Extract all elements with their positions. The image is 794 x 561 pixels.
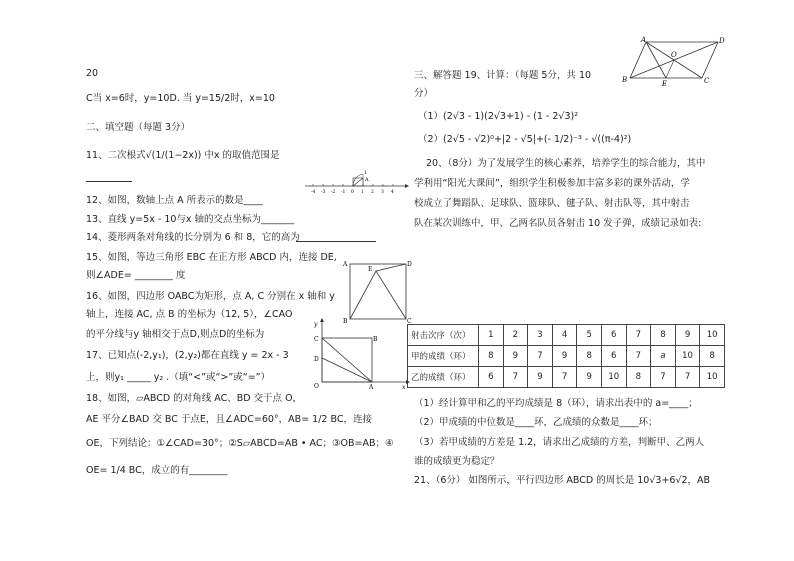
table-cell: 射击次序（次）: [408, 325, 479, 346]
table-cell: 10: [700, 367, 725, 388]
table-cell: 8: [651, 325, 676, 346]
table-cell: 4: [552, 325, 577, 346]
question-20-line3: 校成立了舞蹈队、足球队、篮球队、毽子队、射击队等，其中射击: [414, 198, 690, 209]
number-line-tick-label: 4: [391, 190, 394, 195]
calc-2: （2）(2√5 - √2)⁰+|2 - √5|+(- 1/2)⁻³ - √((π-4)²): [418, 134, 632, 145]
rect-label-y: y: [314, 321, 318, 328]
table-cell: 6: [601, 346, 626, 367]
square-label-c: C: [407, 318, 412, 325]
table-cell: 1: [479, 325, 504, 346]
table-cell: 6: [479, 367, 504, 388]
rect-label-d: D: [314, 356, 319, 363]
number-line-tick-label: 2: [371, 190, 374, 195]
question-14: 14、菱形两条对角线的长分别为 6 和 8，它的高为: [86, 232, 300, 243]
question-18-line3: OE，下列结论：①∠CAD=30°；②S▱ABCD=AB • AC；③OB=AB；④: [86, 438, 394, 449]
para-label-e: E: [662, 80, 668, 88]
number-line-tick-label: 3: [381, 190, 384, 195]
question-17-line1: 17、已知点(-2,y₁)，(2,y₂)都在直线 y = 2x - 3: [86, 350, 289, 361]
question-16-line3: 的平分线与y 轴相交于点D,则点D的坐标为: [86, 329, 265, 340]
rect-label-x: x: [402, 384, 406, 391]
table-cell: 9: [503, 346, 528, 367]
question-20-sub1: （1）经计算甲和乙的平均成绩是 8（环），请求出表中的 a=____；: [414, 398, 698, 409]
parallelogram-figure: [620, 36, 730, 88]
para-label-o: O: [671, 51, 677, 59]
calc-1: （1）(2√3 - 1)(2√3+1) - (1 - 2√3)²: [418, 111, 579, 122]
question-18-line2: AE 平分∠BAD 交 BC 于点E，且∠ADC=60°，AB= 1/2 BC，连接: [86, 414, 372, 425]
question-13: 13、直线 y=5x - 10与x 轴的交点坐标为_______: [86, 214, 295, 225]
table-cell: 7: [552, 367, 577, 388]
solve-section-title: 三、解答题 19、计算：（每题 5分，共 10: [414, 70, 592, 81]
square-label-e: E: [368, 266, 373, 273]
table-row: [408, 367, 725, 388]
rect-label-o: O: [314, 383, 319, 390]
question-18-line4: OE= 1/4 BC，成立的有________: [86, 465, 228, 476]
table-cell: 7: [626, 325, 651, 346]
table-cell: 6: [601, 325, 626, 346]
question-16-line1: 16、如图，四边形 OABC为矩形，点 A, C 分别在 x 轴和 y: [86, 291, 335, 302]
square-label-a: A: [343, 261, 348, 268]
para-label-c: C: [704, 77, 710, 85]
table-cell: 8: [479, 346, 504, 367]
table-cell: 8: [577, 346, 602, 367]
question-20-sub2: （2）甲成绩的中位数是____环，乙成绩的众数是____环；: [414, 417, 658, 428]
para-label-d: D: [719, 37, 725, 45]
table-cell: a: [651, 346, 676, 367]
table-cell: 5: [577, 325, 602, 346]
score-table: [407, 324, 725, 388]
question-15-line1: 15、如图，等边三角形 EBC 在正方形 ABCD 内，连接 DE,: [86, 252, 337, 263]
number-line-tick-label: -3: [321, 190, 326, 195]
question-20-line1: 20、（8分）为了发展学生的核心素养，培养学生的综合能力，其中: [426, 158, 706, 169]
number-line-one-label: 1: [364, 170, 368, 176]
question-11-blank: [86, 172, 132, 186]
fill-in-section-title: 二、填空题（每题 3分）: [86, 122, 191, 133]
number-line-point-a: A: [365, 177, 369, 183]
table-cell: 10: [675, 346, 700, 367]
number-line-tick-label: 1: [361, 190, 364, 195]
table-cell: 9: [675, 325, 700, 346]
table-cell: 7: [503, 367, 528, 388]
number-line-tick-label: -2: [331, 190, 336, 195]
square-triangle-figure: [342, 258, 414, 324]
solve-section-title-2: 分）: [414, 88, 434, 99]
table-row: [408, 325, 725, 346]
question-18-line1: 18、如图，▱ABCD 的对角线 AC、BD 交于点 O，: [86, 393, 303, 404]
table-cell: 10: [700, 325, 725, 346]
table-cell: 3: [528, 325, 553, 346]
square-label-d: D: [407, 261, 412, 268]
table-cell: 甲的成绩（环）: [408, 346, 479, 367]
number-line-figure: [305, 160, 410, 200]
table-cell: 7: [528, 346, 553, 367]
table-cell: 9: [577, 367, 602, 388]
question-12: 12、如图，数轴上点 A 所表示的数是____: [86, 195, 263, 206]
question-20-line2: 学利用“阳光大课间”，组织学生积极参加丰富多彩的课外活动，学: [414, 178, 690, 189]
square-label-b: B: [343, 318, 348, 325]
rect-label-a: A: [369, 384, 374, 391]
question-20-sub3b: 谁的成绩更为稳定？: [414, 456, 500, 467]
table-cell: 9: [552, 346, 577, 367]
table-cell: 乙的成绩（环）: [408, 367, 479, 388]
question-16-line2: 轴上，连接 AC, 点 B 的坐标为（12, 5），∠CAO: [86, 309, 293, 320]
table-cell: 7: [675, 367, 700, 388]
table-cell: 7: [651, 367, 676, 388]
table-cell: 2: [503, 325, 528, 346]
question-14-blank: [296, 232, 376, 246]
number-line-tick-label: -1: [341, 190, 346, 195]
rect-label-c: C: [314, 336, 319, 343]
rectangle-axes-figure: [310, 318, 410, 390]
rect-label-b: B: [373, 336, 378, 343]
para-label-a: A: [641, 36, 647, 44]
table-row: [408, 346, 725, 367]
number-line-tick-label: -4: [311, 190, 316, 195]
table-cell: 10: [601, 367, 626, 388]
question-20-line4: 队在某次训练中，甲、乙两名队员各射击 10 发子弹，成绩记录如表:: [414, 218, 702, 229]
para-label-b: B: [622, 76, 628, 84]
option-cd-line: C当 x=6时，y=10D. 当 y=15/2时，x=10: [86, 93, 275, 104]
q-answer-tail: 20: [86, 68, 99, 79]
table-cell: 8: [700, 346, 725, 367]
question-15-line2: 则∠ADE= ________ 度: [86, 270, 186, 281]
table-cell: 9: [528, 367, 553, 388]
table-cell: 8: [626, 367, 651, 388]
question-20-sub3a: （3）若甲成绩的方差是 1.2，请求出乙成绩的方差，判断甲、乙两人: [414, 437, 705, 448]
question-11: 11、二次根式√(1/(1−2x)) 中x 的取值范围是: [86, 150, 280, 161]
table-cell: 7: [626, 346, 651, 367]
question-21: 21、（6分） 如图所示，平行四边形 ABCD 的周长是 10√3+6√2，AB: [414, 475, 711, 486]
question-17-line2: 上，则y₁ _____ y₂ .（填“<”或“>”或“=”）: [86, 372, 271, 383]
number-line-tick-label: 0: [351, 190, 354, 195]
